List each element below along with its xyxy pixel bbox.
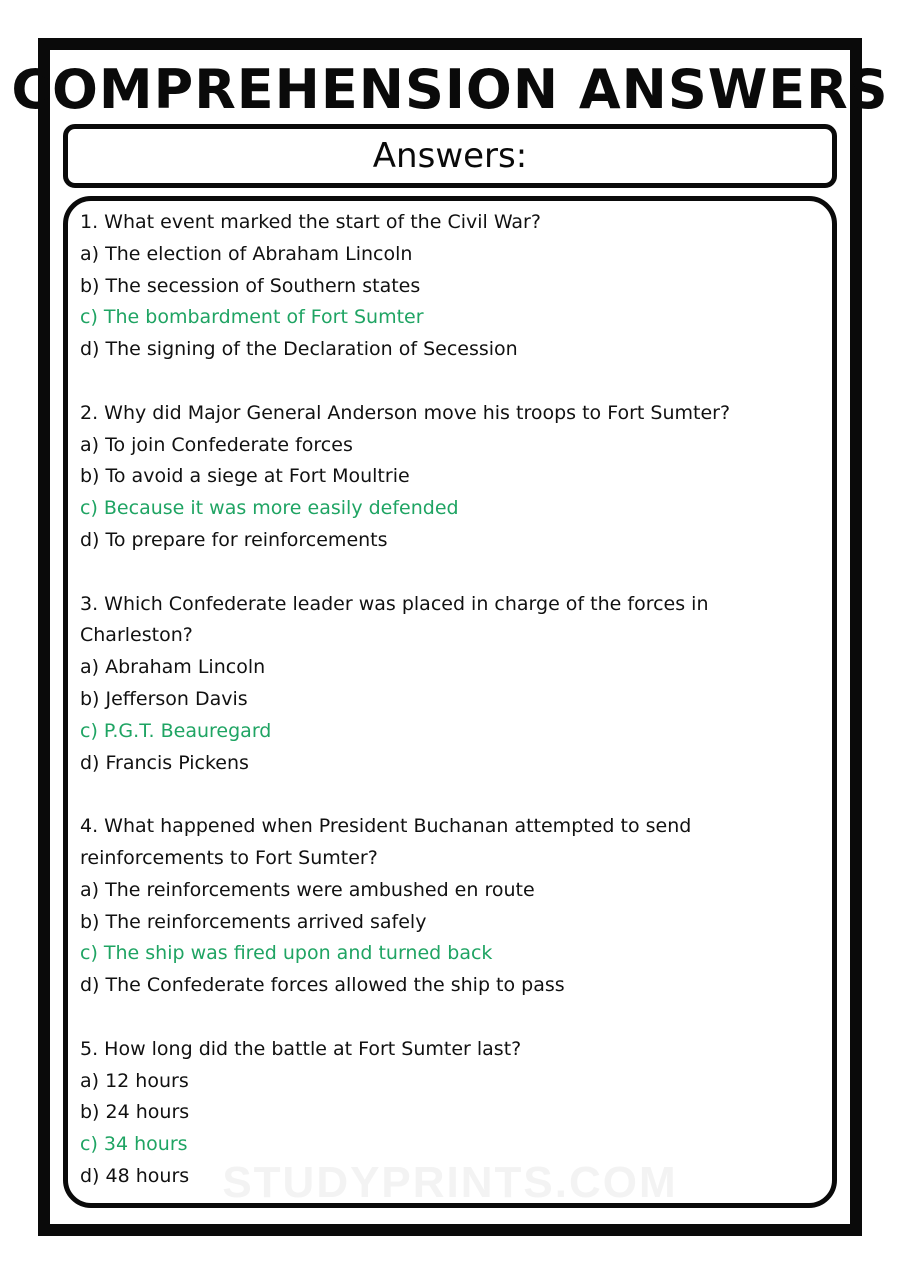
question-block-5 — [80, 1034, 820, 1193]
answers-header-box — [63, 124, 837, 188]
question-block-2 — [80, 398, 820, 557]
option-a: a) The reinforcements were ambushed en route — [80, 878, 535, 901]
page-title: COMPREHENSION ANSWERS — [11, 58, 889, 121]
watermark: STUDYPRINTS.COM — [222, 1158, 678, 1207]
option-c-correct: c) 34 hours — [80, 1133, 188, 1156]
question-text: 4. What happened when President Buchanan attempted to send reinforcements to Fort Sumter? — [80, 815, 692, 869]
option-d: d) The signing of the Declaration of Secession — [80, 338, 518, 361]
option-b: b) The reinforcements arrived safely — [80, 910, 427, 933]
question-text: 1. What event marked the start of the Civil War? — [80, 211, 541, 233]
option-b: b) The secession of Southern states — [80, 274, 421, 297]
option-c-correct: c) The ship was fired upon and turned back — [80, 942, 493, 965]
option-a: a) Abraham Lincoln — [80, 656, 266, 679]
option-a: a) The election of Abraham Lincoln — [80, 242, 413, 265]
question-list — [80, 207, 820, 1225]
option-b: b) 24 hours — [80, 1101, 190, 1124]
option-c-correct: c) P.G.T. Beauregard — [80, 719, 272, 742]
question-text: 2. Why did Major General Anderson move his troops to Fort Sumter? — [80, 401, 731, 424]
option-a: a) To join Confederate forces — [80, 433, 353, 456]
question-block-1 — [80, 207, 820, 366]
option-c-correct: c) The bombardment of Fort Sumter — [80, 306, 424, 329]
option-d: d) Francis Pickens — [80, 751, 249, 774]
option-a: a) 12 hours — [80, 1069, 189, 1092]
question-block-4 — [80, 811, 820, 1002]
question-text: 3. Which Confederate leader was placed in charge of the forces in Charleston? — [80, 592, 709, 647]
option-b: b) To avoid a siege at Fort Moultrie — [80, 465, 410, 488]
answers-heading: Answers: — [372, 136, 528, 176]
option-d: d) To prepare for reinforcements — [80, 528, 388, 551]
question-text: 5. How long did the battle at Fort Sumter last? — [80, 1037, 522, 1060]
question-block-3 — [80, 589, 820, 780]
option-b: b) Jefferson Davis — [80, 687, 248, 710]
option-d: d) 48 hours — [80, 1164, 190, 1187]
option-d: d) The Confederate forces allowed the ship to pass — [80, 974, 565, 997]
option-c-correct: c) Because it was more easily defended — [80, 497, 459, 520]
